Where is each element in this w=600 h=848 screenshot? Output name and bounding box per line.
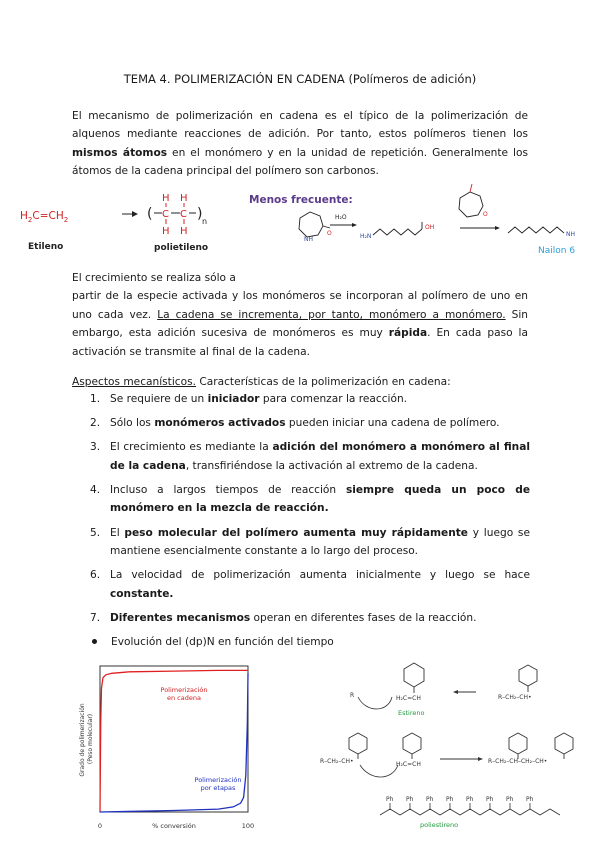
phenyl-label: Ph (386, 796, 394, 803)
water-reagent: H₂O (335, 214, 347, 221)
polystyrene-label: poliestireno (420, 821, 459, 829)
chart-x-label: % conversión (152, 822, 196, 830)
svg-text:O: O (327, 230, 332, 237)
list-item: 2. Sólo los monómeros activados pueden iniciar una cadena de polímero. (90, 417, 500, 430)
intro-text-end: en el monómero y en la unidad de repetición. Generalmente los átomos de la cadena principal del polímero son carbonos. (72, 146, 528, 178)
phenyl-label: Ph (426, 796, 434, 803)
list-item: 7. Diferentes mecanismos operan en diferentes fases de la reacción. (90, 611, 477, 624)
svg-text:H₂N: H₂N (360, 233, 372, 240)
product-ring-2b (555, 733, 573, 759)
caprolactam-structure-2 (459, 184, 483, 217)
styrene-label: Estireno (398, 709, 425, 717)
growth-paragraph (72, 269, 528, 361)
polymerization-arrow (460, 226, 500, 230)
intro-paragraph (72, 107, 528, 181)
phenyl-label: Ph (466, 796, 474, 803)
phenyl-label: Ph (446, 796, 454, 803)
caprolactam-structure (299, 212, 330, 237)
less-frequent-label: Menos frecuente: (249, 194, 353, 206)
bullet-text: Evolución del (dp)N en función del tiempo (111, 636, 334, 648)
chain-ring (349, 733, 367, 759)
monomer-2: H₂C=CH (396, 761, 421, 768)
reaction-arrow-1 (453, 690, 476, 694)
list-item: 4. Incluso a largos tiempos de reacción siempre queda un poco de monómero en la mezcla de reacción. (90, 483, 530, 515)
phenyl-label: Ph (506, 796, 514, 803)
series-label-step: Polimerización por etapas (194, 776, 242, 792)
product-ring-2a (509, 733, 527, 759)
product-1: R–CH₂–CH• (498, 694, 532, 701)
svg-text:O: O (483, 211, 488, 218)
growth-text-3: . En cada paso la activación se transmite al final de la cadena. (72, 327, 528, 358)
ethylene-scheme (0, 178, 600, 263)
x-tick-label: 100 (241, 822, 255, 830)
ethylene-label: Etileno (28, 242, 64, 252)
svg-text:H: H (180, 193, 188, 204)
svg-text:): ) (197, 206, 203, 222)
electron-arrow (358, 697, 392, 709)
svg-text:NH: NH (566, 231, 575, 238)
radical-r-label: R (350, 692, 355, 699)
bullet-dot (92, 639, 97, 644)
svg-text:H: H (162, 226, 170, 237)
phenyl-label: Ph (486, 796, 494, 803)
svg-text:C: C (180, 209, 187, 220)
monomer-ring-2 (403, 733, 421, 759)
svg-text:H: H (180, 226, 188, 237)
svg-text:H: H (162, 193, 170, 204)
ethylene-formula: $H_2C=CH_2$ (20, 210, 69, 224)
polyethylene-structure (147, 193, 207, 237)
growth-underlined: La cadena se incrementa, por tanto, monómero a monómero. (157, 308, 506, 321)
x-tick-label: 0 (97, 822, 103, 830)
phenyl-label: Ph (526, 796, 534, 803)
svg-text:NH: NH (304, 236, 313, 243)
aspects-underlined: Aspectos mecanísticos. (72, 376, 196, 388)
svg-text:C: C (162, 209, 169, 220)
chain-radical: R–CH₂–CH• (320, 758, 354, 765)
hydrolysis-arrow (330, 223, 357, 227)
product-2: R–CH₂–CH–CH₂–CH• (488, 758, 548, 765)
intro-text: El mecanismo de polimerización en cadena es el típico de la polimerización de alquenos mediante reacciones de adición. Por tanto, estos polímeros tienen los (72, 110, 528, 141)
polystyrene-backbone (380, 809, 560, 815)
styrene-scheme (318, 655, 600, 835)
growth-text: partir de la especie activada y los monómeros se incorporan al polímero de uno en uno cada vez. (72, 290, 528, 321)
page-title: TEMA 4. POLIMERIZACIÓN EN CADENA (Polímeros de adición) (123, 72, 477, 86)
growth-text-2: Sin embargo, esta adición sucesiva de monómeros es muy (72, 308, 528, 340)
intro-bold: mismos átomos (72, 146, 168, 159)
bullet-item (92, 636, 334, 648)
list-item: 6. La velocidad de polimerización aumenta inicialmente y luego se hace constante. (90, 569, 530, 600)
growth-bold: rápida (388, 327, 428, 340)
svg-text:OH: OH (425, 224, 435, 231)
svg-text:(: ( (147, 206, 153, 222)
aspects-rest: Características de la polimerización en cadena: (195, 376, 451, 388)
styrene-monomer: H₂C=CH (396, 695, 421, 702)
list-item: 5. El peso molecular del polímero aumenta muy rápidamente y luego se mantiene esencialmente constante a lo largo del proceso. (90, 526, 530, 558)
polyethylene-label: polietileno (154, 243, 209, 253)
product-ring-1 (519, 665, 537, 692)
nylon-label: Nailon 6 (538, 246, 576, 256)
polymerization-chart (72, 660, 262, 835)
polystyrene-chain (380, 796, 560, 815)
svg-text:n: n (202, 217, 208, 226)
list-item: 3. El crecimiento es mediante la adición del monómero a monómero al final de la cadena, transfiriéndose la activación al extremo de la cadena. (90, 441, 530, 472)
chart-y-label: Grado de polimerización (Peso molecular) (79, 703, 94, 777)
series-label-chain: Polimerización en cadena (160, 686, 208, 702)
nylon-chain (508, 227, 564, 233)
styrene-ring (404, 663, 424, 693)
characteristics-list (90, 390, 530, 633)
electron-arrow-2 (360, 765, 398, 777)
reaction-arrow (122, 211, 138, 217)
reaction-arrow-2 (440, 757, 483, 761)
aminocaproic-chain (373, 229, 422, 235)
phenyl-label: Ph (406, 796, 414, 803)
list-item: 1. Se requiere de un iniciador para comenzar la reacción. (90, 393, 408, 405)
aspects-heading (72, 373, 528, 391)
growth-line-1: El crecimiento se realiza sólo a (72, 272, 236, 284)
